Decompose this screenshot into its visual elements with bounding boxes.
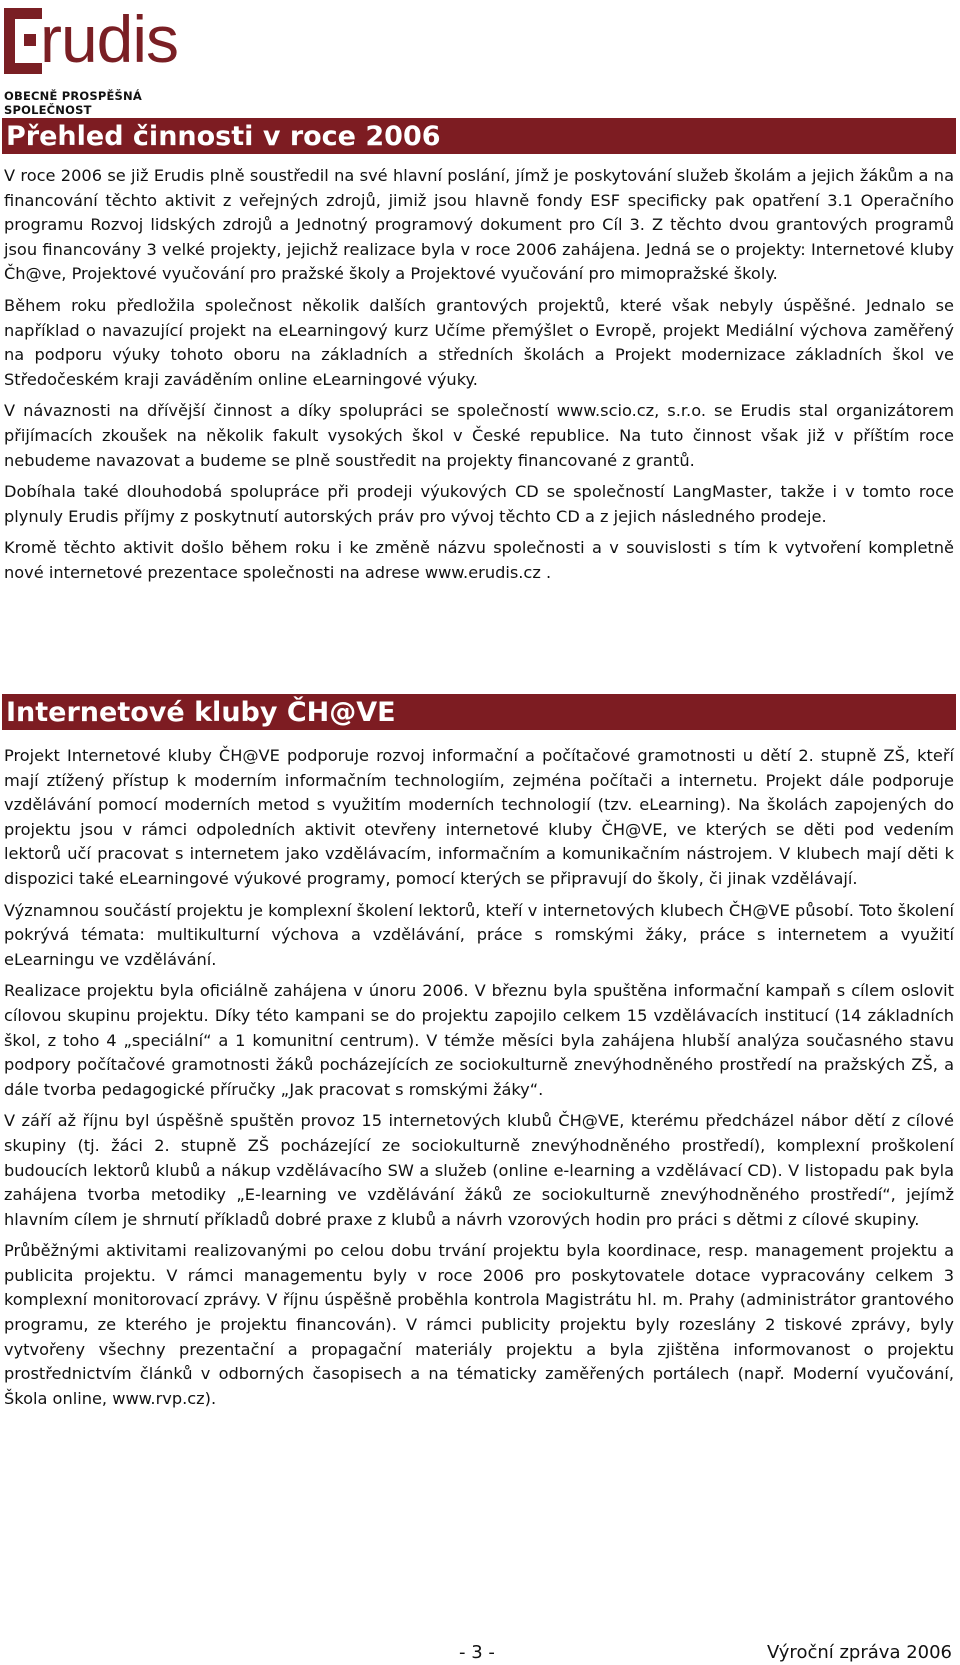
section-heading-overview: Přehled činnosti v roce 2006 <box>2 118 956 154</box>
logo-tagline: OBECNĚ PROSPĚŠNÁ SPOLEČNOST <box>4 89 142 117</box>
paragraph: Realizace projektu byla oficiálně zahájena v únoru 2006. V březnu byla spuštěna informační kampaň s cílem oslovit cílovou skupinu projektu. Díky této kampani se do projektu zapojilo celkem 15 vzdělávacích institucí (14 základních škol, z toho 4 „speciální“ a 1 komunitní centrum). V témže měsíci byla zahájena hlubší analýza současného stavu podpory počítačové gramotnosti žáků pocházejících ze sociokulturně znevýhodněného prostředí na pražských ZŠ, a dále tvorba pedagogické příručky „Jak pracovat s romskými žáky“. <box>4 981 954 1099</box>
section-heading-internet-clubs: Internetové kluby ČH@VE <box>2 694 956 730</box>
paragraph: V návaznosti na dřívější činnost a díky spolupráci se společností www.scio.cz, s.r.o. se Erudis stal organizátorem přijímacích zkoušek na několik fakult vysokých škol v České republice. Na tuto činnost však již v příštím roce nebudeme navazovat a budeme se plně soustředit na projekty financované z grantů. <box>4 401 954 470</box>
paragraph: Dobíhala také dlouhodobá spolupráce při prodeji výukových CD se společností LangMaster, takže i v tomto roce plynuly Erudis příjmy z poskytnutí autorských práv pro vývoj těchto CD a z jejich následného prodeje. <box>4 482 954 526</box>
section-body-overview <box>4 164 954 593</box>
logo-e-mark-icon <box>4 4 44 76</box>
paragraph: Průběžnými aktivitami realizovanými po celou dobu trvání projektu byla koordinace, resp. management projektu a publicita projektu. V rámci managementu byly v roce 2006 pro poskytovatele dotace vypracovány celkem 3 komplexní monitorovací zprávy. V říjnu úspěšně proběhla kontrola Magistrátu hl. m. Prahy (administrátor grantového programu, ze kterého je projektu financován). V rámci publicity projektu byly rozeslány 2 tiskové zprávy, byly vytvořeny všechny prezentační a propagační materiály projektu a byla zjištěna informovanost o projektu prostřednictvím článků v odborných časopisech a na tématicky zaměřených portálech (např. Moderní vyučování, Škola online, www.rvp.cz). <box>4 1241 954 1408</box>
paragraph: V září až říjnu byl úspěšně spuštěn provoz 15 internetových klubů ČH@VE, kterému předcházel nábor dětí z cílové skupiny (tj. žáci 2. stupně ZŠ pocházející ze sociokulturně znevýhodněného prostředí), komplexní proškolení budoucích lektorů klubů a nákup vzdělávacího SW a služeb (online e-learning a vzdělávací CD). V listopadu pak byla zahájena tvorba metodiky „E-learning ve vzdělávání žáků ze sociokulturně znevýhodněného prostředí“, jejímž hlavním cílem je shrnutí příkladů dobré praxe z klubů a návrh vzorových hodin pro práci s dětmi z cílové skupiny. <box>4 1111 954 1229</box>
section-body-internet-clubs <box>4 744 954 1418</box>
paragraph: Významnou součástí projektu je komplexní školení lektorů, kteří v internetových klubech ČH@VE působí. Toto školení pokrývá témata: multikulturní výchova a vzdělávání, práce s romskými žáky, práce s internetem a využití eLearningu ve vzdělávání. <box>4 900 954 969</box>
paragraph: Během roku předložila společnost několik dalších grantových projektů, které však nebyly úspěšné. Jednalo se například o navazující projekt na eLearningový kurz Učíme přemýšlet o Evropě, projekt Mediální výchova zaměřený na podporu výuky tohoto oboru na základních a středních školách a Projekt modernizace základních škol ve Středočeském kraji zaváděním online eLearningové výuky. <box>4 295 954 389</box>
erudis-logo <box>4 2 214 117</box>
report-title: Výroční zpráva 2006 <box>766 1642 952 1663</box>
logo-wordmark: rudis <box>40 2 179 76</box>
paragraph: Projekt Internetové kluby ČH@VE podporuje rozvoj informační a počítačové gramotnosti u dětí 2. stupně ZŠ, kteří mají ztížený přístup k moderním informačním technologiím, zejména počítači a internetu. Projekt dále podporuje vzdělávání pomocí moderních metod s využitím moderních technologií (tzv. eLearning). Na školách zapojených do projektu jsou v rámci odpoledních aktivit otevřeny internetové kluby ČH@VE, ve kterých se děti pod vedením lektorů učí pracovat s internetem jako vzdělávacím, informačním a komunikačním nástrojem. V klubech mají děti k dispozici také eLearningové výukové programy, pomocí kterých se připravují do školy, či jinak vzdělávají. <box>4 746 954 888</box>
page-number: - 3 - <box>459 1642 495 1663</box>
paragraph: Kromě těchto aktivit došlo během roku i ke změně názvu společnosti a v souvislosti s tím k vytvoření kompletně nové internetové prezentace společnosti na adrese www.erudis.cz . <box>4 538 954 582</box>
page-footer <box>0 1641 960 1665</box>
paragraph: V roce 2006 se již Erudis plně soustředil na své hlavní poslání, jímž je poskytování služeb školám a jejich žákům a na financování těchto aktivit z veřejných zdrojů, jimiž jsou hlavně fondy ESF specificky pak opatření 3.1 Operačního programu Rozvoj lidských zdrojů a Jednotný programový dokument pro Cíl 3. Z těchto dvou grantových programů jsou financovány 3 velké projekty, jejichž realizace byla v roce 2006 zahájena. Jedná se o projekty: Internetové kluby Čh@ve, Projektové vyučování pro pražské školy a Projektové vyučování pro mimopražské školy. <box>4 166 954 284</box>
